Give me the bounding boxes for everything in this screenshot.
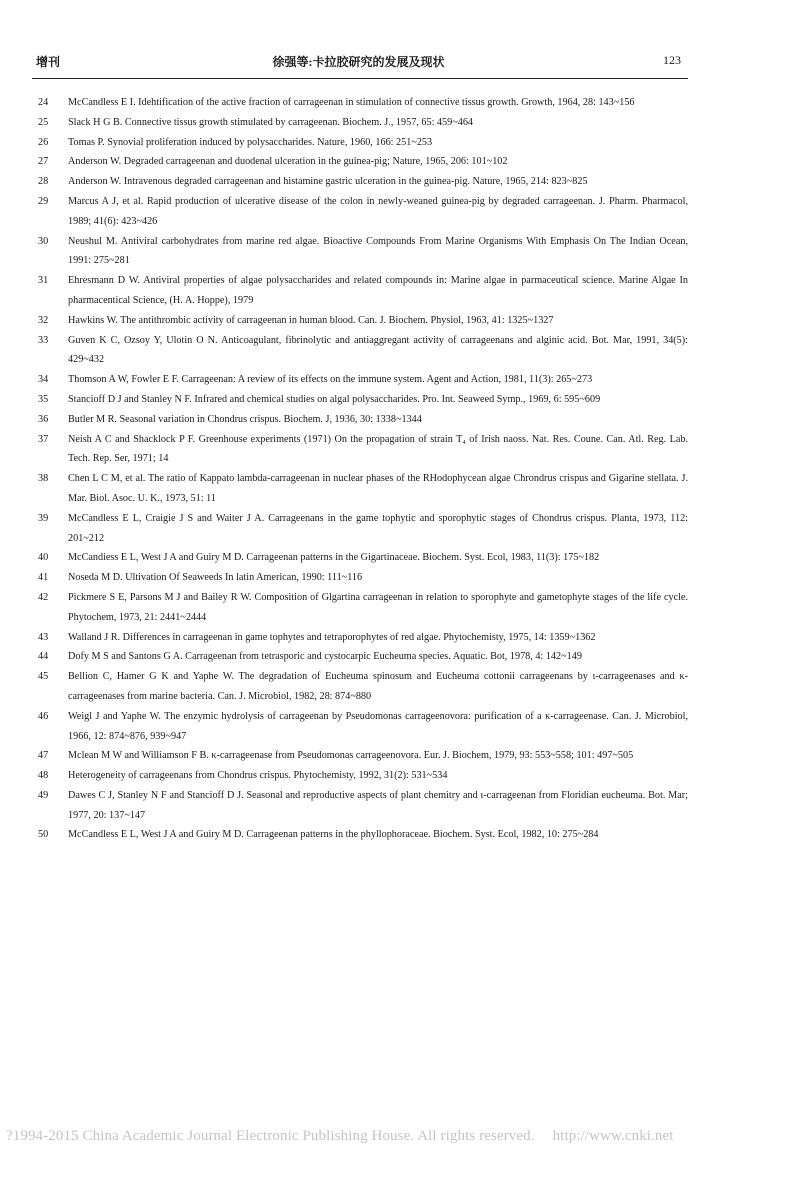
reference-number: 34 <box>38 374 49 386</box>
reference-text: Ehresmann D W. Antiviral properties of algae polysaccharides and related compounds in: Marine algae in parmaceutical science. Marine Algae In pharmacentical Science, (H. A. Hoppe), 1979 <box>68 275 688 306</box>
journal-label: 增刊 <box>36 55 61 69</box>
reference-text: McCandless E L, West J A and Guiry M D. Carrageenan patterns in the phyllophoraceae. Biochem. Syst. Ecol, 1982, 10: 275~284 <box>68 829 599 841</box>
reference-item <box>28 548 688 568</box>
reference-number: 47 <box>38 750 49 762</box>
reference-number: 41 <box>38 572 49 584</box>
reference-text: Butler M R. Seasonal variation in Chondrus crispus. Biochem. J, 1936, 30: 1338~1344 <box>68 413 422 425</box>
reference-number: 25 <box>38 116 49 128</box>
reference-item <box>28 707 688 747</box>
reference-item <box>28 232 688 272</box>
reference-text: Bellion C, Hamer G K and Yaphe W. The degradation of Eucheuma spinosum and Eucheuma cottonii carrageenans by ι-carrageenases and κ-carrageenases from marine bacteria. Can. J. Microbiol, 1982, 28: 874~880 <box>68 671 688 702</box>
reference-list <box>28 93 688 845</box>
reference-item <box>28 370 688 390</box>
reference-text: Anderson W. Intravenous degraded carrageenan and histamine gastric ulceration in the guinea-pig. Nature, 1965, 214: 823~825 <box>68 176 588 188</box>
reference-item <box>28 390 688 410</box>
reference-item <box>28 647 688 667</box>
reference-number: 30 <box>38 235 49 247</box>
reference-number: 45 <box>38 671 49 683</box>
reference-number: 48 <box>38 770 49 782</box>
copyright-text: ?1994-2015 China Academic Journal Electronic Publishing House. All rights reserved. <box>6 1128 535 1144</box>
footer-url[interactable]: http://www.cnki.net <box>552 1128 674 1144</box>
reference-item <box>28 509 688 549</box>
reference-text: Weigl J and Yaphe W. The enzymic hydrolysis of carrageenan by Pseudomonas carrageenovora: purification of a κ-carrageenase. Can. J. Microbiol, 1966, 12: 874~876, 939~947 <box>68 710 688 742</box>
reference-item <box>28 746 688 766</box>
reference-text: Dawes C J, Stanley N F and Stancioff D J. Seasonal and reproductive aspects of plant chemitry and ι-carrageenan from Floridian eucheuma. Bot. Mar; 1977, 20: 137~147 <box>68 789 688 821</box>
reference-text: Guven K C, Ozsoy Y, Ulotin O N. Anticoagulant, fibrinolytic and antiaggregant activity of carrageenans and alginic acid. Bot. Mar, 1991, 34(5): 429~432 <box>68 334 688 366</box>
reference-text: McCandless E I. Idehtification of the active fraction of carrageenan in stimulation of connective tissus growth. Growth, 1964, 28: 143~156 <box>68 97 635 108</box>
reference-number: 43 <box>38 631 49 643</box>
page-number: 123 <box>663 53 681 67</box>
reference-number: 28 <box>38 176 49 188</box>
header-rule <box>32 78 688 79</box>
reference-text: Heterogeneity of carrageenans from Chondrus crispus. Phytochemisty, 1992, 31(2): 531~534 <box>68 770 448 782</box>
reference-number: 46 <box>38 710 49 722</box>
reference-text: Stancioff D J and Stanley N F. Infrared and chemical studies on algal polysaccharides. Pro. Int. Seaweed Symp., 1969, 6: 595~609 <box>68 393 601 405</box>
reference-item <box>28 93 688 113</box>
reference-number: 39 <box>38 512 49 524</box>
reference-number: 32 <box>38 314 49 326</box>
reference-number: 33 <box>38 334 49 346</box>
reference-text: Thomson A W, Fowler E F. Carrageenan: A review of its effects on the immune system. Agent and Action, 1981, 11(3): 265~273 <box>68 374 593 386</box>
reference-number: 29 <box>38 195 49 207</box>
reference-item <box>28 311 688 331</box>
reference-text: McCandiess E L, West J A and Guiry M D. Carrageenan patterns in the Gigartinaceae. Biochem. Syst. Ecol, 1983, 11(3): 175~182 <box>68 552 600 564</box>
reference-text: Pickmere S E, Parsons M J and Bailey R W. Composition of Glgartina carrageenan in relation to sporophyte and gametophyte stages of the life cycle. Phytochem, 1973, 21: 2441~2444 <box>68 591 688 623</box>
reference-item <box>28 568 688 588</box>
reference-item <box>28 628 688 648</box>
reference-number: 38 <box>38 473 49 485</box>
reference-item <box>28 172 688 192</box>
reference-item <box>28 786 688 826</box>
reference-text: Walland J R. Differences in carrageenan in game tophytes and tetraporophytes of red algae. Phytochemisty, 1975, 14: 1359~1362 <box>68 631 596 643</box>
reference-number: 37 <box>38 433 49 445</box>
reference-number: 24 <box>38 97 49 108</box>
reference-number: 42 <box>38 591 49 603</box>
reference-number: 31 <box>38 275 49 287</box>
reference-number: 35 <box>38 393 49 405</box>
reference-text: Neushul M. Antiviral carbohydrates from marine red algae. Bioactive Compounds From Marine Organisms With Emphasis On The Indian Ocean, 1991: 275~281 <box>68 235 688 267</box>
reference-number: 36 <box>38 413 49 425</box>
reference-item <box>28 825 688 845</box>
reference-text: Tomas P. Synovial proliferation induced by polysaccharides. Nature, 1960, 166: 251~253 <box>68 136 433 148</box>
reference-text: Mclean M W and Williamson F B. κ-carrageenase from Pseudomonas carrageenovora. Eur. J. Biochem, 1979, 93: 553~558; 101: 497~505 <box>68 750 634 762</box>
reference-number: 40 <box>38 552 49 564</box>
reference-item <box>28 133 688 153</box>
reference-item <box>28 766 688 786</box>
reference-text: Marcus A J, et al. Rapid production of ulcerative disease of the colon in newly-weaned guinea-pig by degraded carrageenan. J. Pharm. Pharmacol, 1989; 41(6): 423~426 <box>68 195 688 227</box>
reference-item <box>28 430 688 470</box>
reference-number: 26 <box>38 136 49 148</box>
reference-item <box>28 152 688 172</box>
reference-number: 44 <box>38 651 49 663</box>
page-header <box>36 53 681 73</box>
reference-item <box>28 469 688 509</box>
page-footer <box>6 1128 674 1145</box>
reference-item <box>28 192 688 232</box>
reference-item <box>28 271 688 311</box>
reference-text: Hawkins W. The antithrombic activity of carrageenan in human blood. Can. J. Biochem. Physiol, 1963, 41: 1325~1327 <box>68 314 554 326</box>
reference-item <box>28 588 688 628</box>
reference-item <box>28 667 688 707</box>
reference-number: 27 <box>38 156 49 168</box>
reference-text: Chen L C M, et al. The ratio of Kappato lambda-carrageenan in nuclear phases of the RHodophycean algae Chrondrus crispus and Gigarine stellata. J. Mar. Biol. Asoc. U. K., 1973, 51: 11 <box>68 473 688 504</box>
reference-text: McCandless E L, Craigie J S and Waiter J A. Carrageenans in the game tophytic and sporophytic stages of Chondrus crispus. Planta, 1973, 112: 201~212 <box>68 512 688 544</box>
reference-number: 49 <box>38 789 49 801</box>
running-title: 徐强等:卡拉胶研究的发展及现状 <box>272 55 445 69</box>
reference-item <box>28 410 688 430</box>
reference-text: Dofy M S and Santons G A. Carrageenan from tetrasporic and cystocarpic Eucheuma species. Aquatic. Bot, 1978, 4: 142~149 <box>68 651 582 663</box>
reference-text: Anderson W. Degraded carrageenan and duodenal ulceration in the guinea-pig; Nature, 1965, 206: 101~102 <box>68 156 508 168</box>
reference-text: Slack H G B. Connective tissus growth stimulated by carrageenan. Biochem. J., 1957, 65: 459~464 <box>68 116 474 128</box>
reference-item <box>28 331 688 371</box>
reference-item <box>28 113 688 133</box>
reference-text: Neish A C and Shacklock P F. Greenhouse experiments (1971) On the propagation of strain T₄ of Irish naoss. Nat. Res. Coune. Can. Atl. Reg. Lab. Tech. Rep. Ser, 1971; 14 <box>68 433 688 465</box>
reference-number: 50 <box>38 829 49 841</box>
reference-text: Noseda M D. Ultivation Of Seaweeds In latin American, 1990: 111~116 <box>68 572 363 584</box>
